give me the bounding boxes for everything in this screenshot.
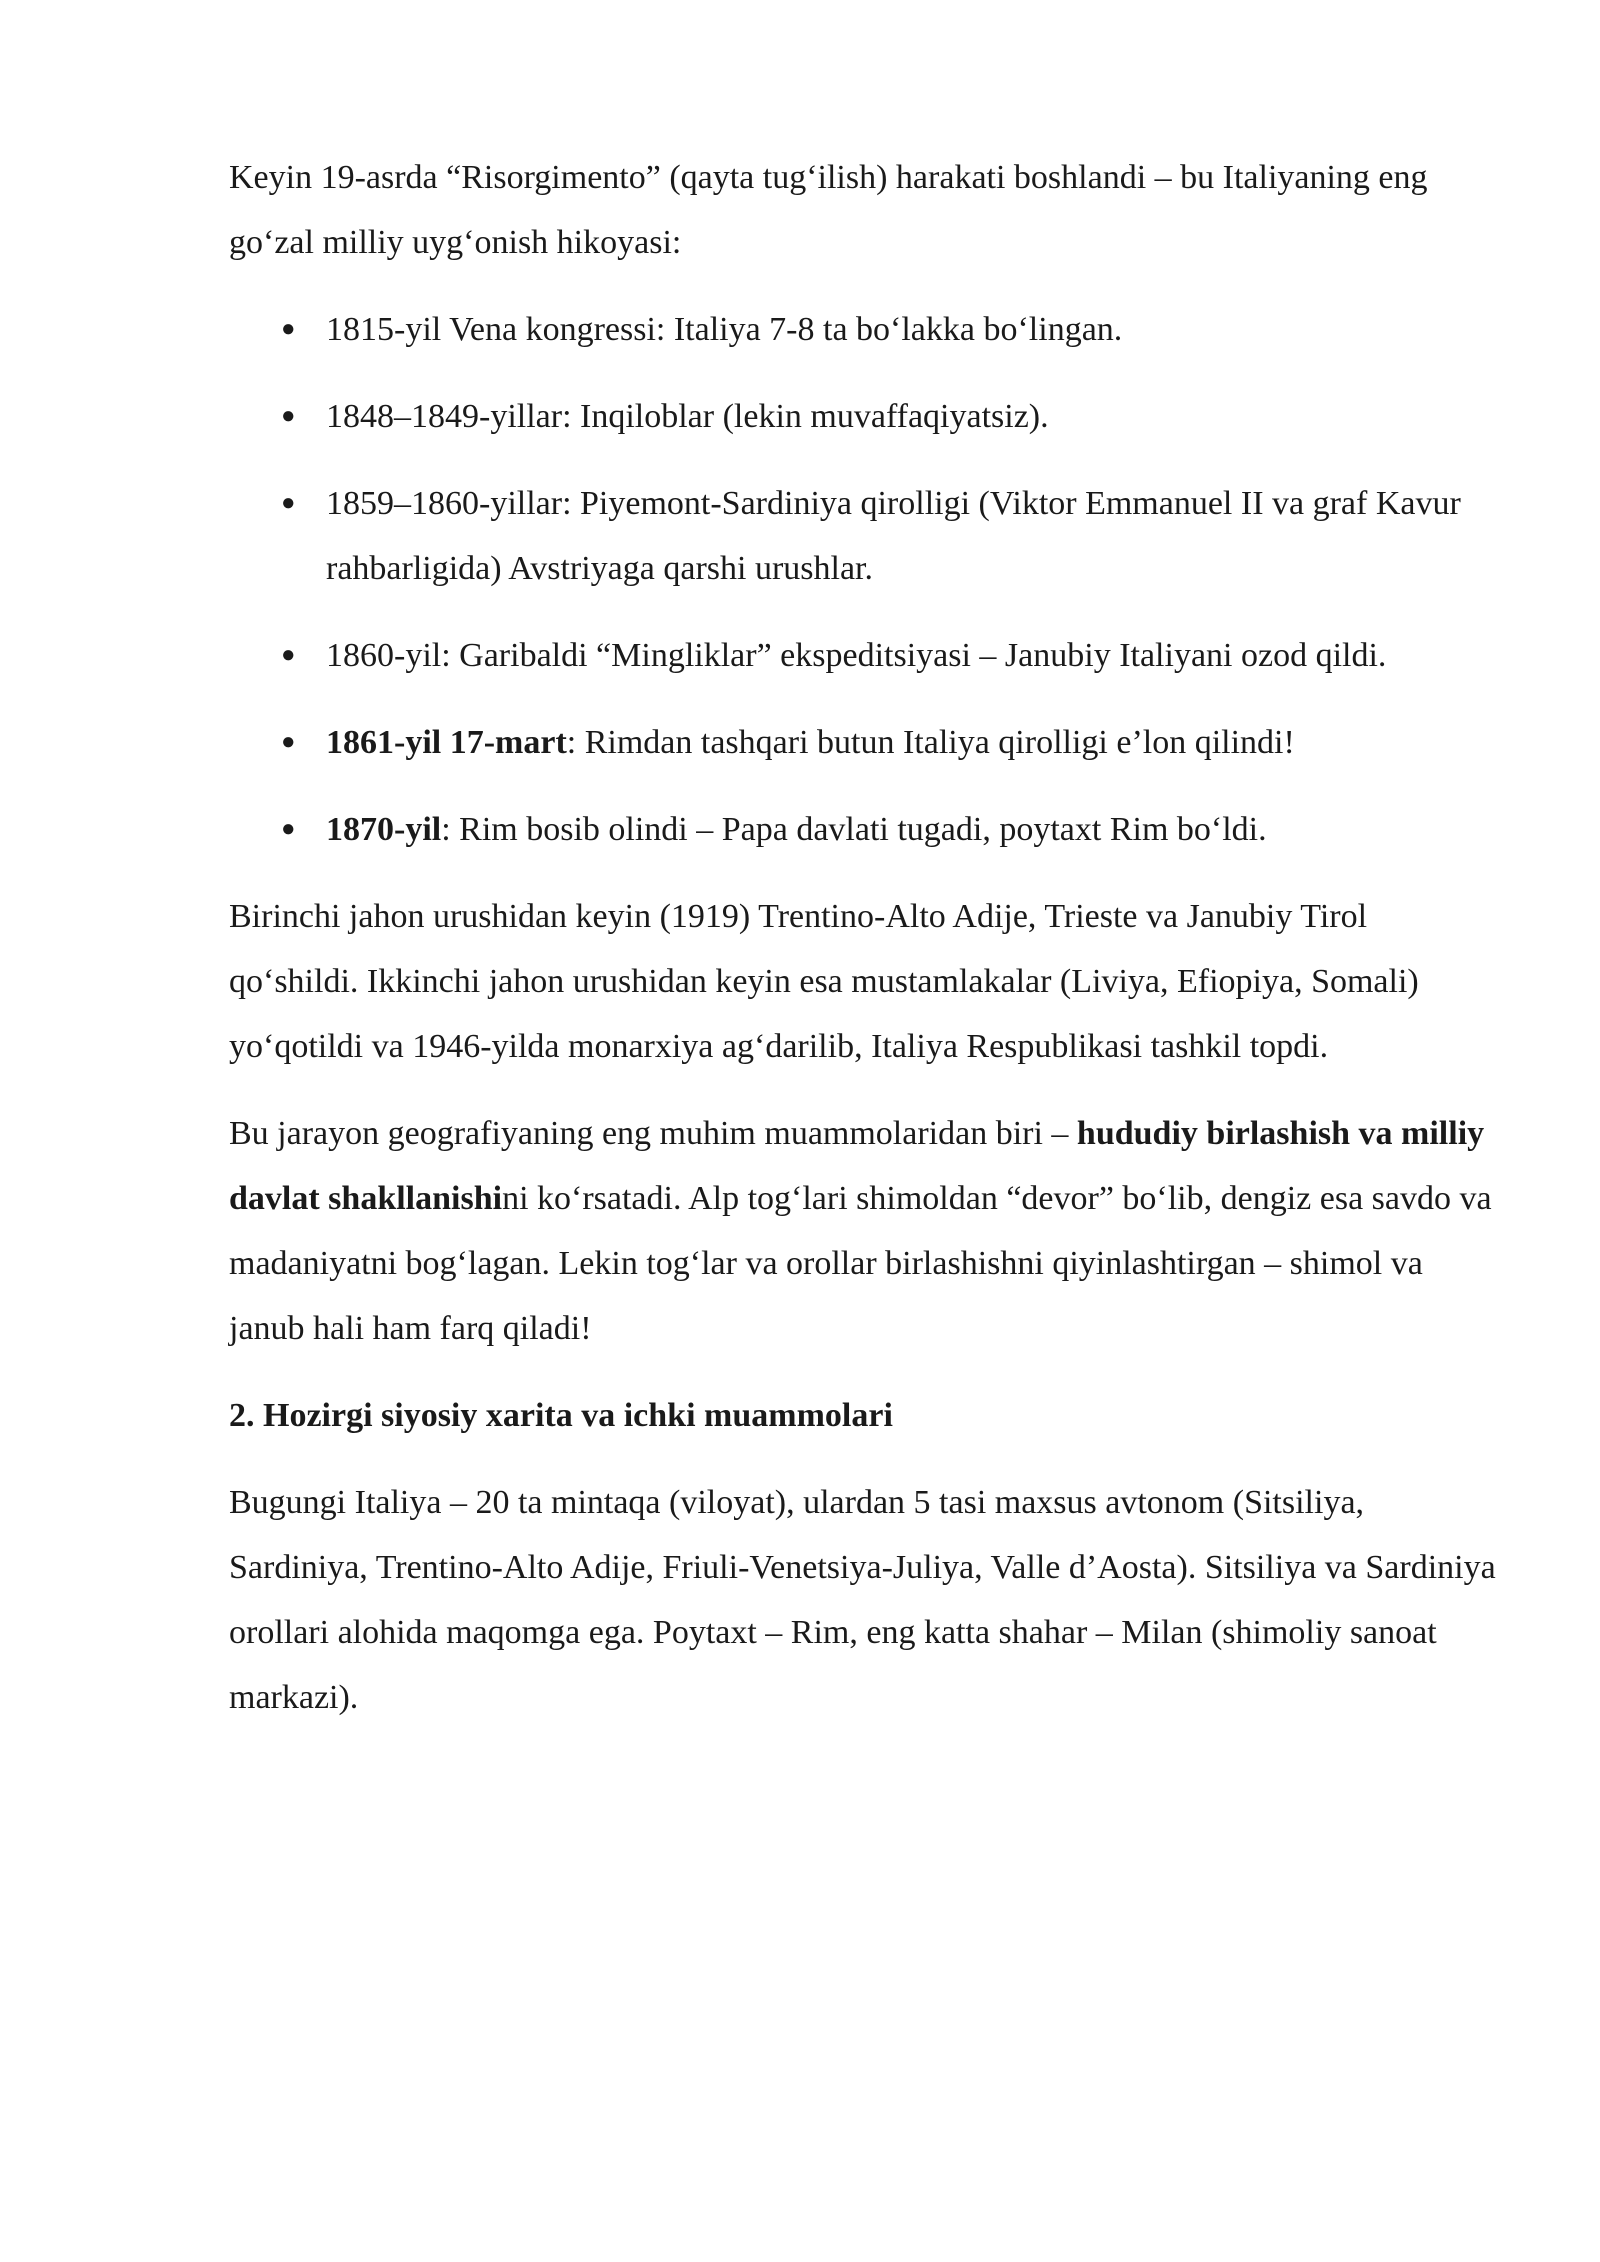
bullet-icon: ● <box>281 316 296 342</box>
list-item <box>229 710 1499 775</box>
list-item <box>229 623 1499 688</box>
list-item <box>229 384 1499 449</box>
bullet-icon: ● <box>281 490 296 516</box>
document-body <box>229 145 1499 1752</box>
list-item-text: : Rim bosib olindi – Papa davlati tugadi, poytaxt Rim bo‘ldi. <box>441 811 1267 848</box>
geography-paragraph <box>229 1101 1499 1361</box>
geography-text-before: Bu jarayon geografiyaning eng muhim muammolaridan biri – <box>229 1115 1077 1152</box>
list-item-text: 1860-yil: Garibaldi “Mingliklar” ekspeditsiyasi – Janubiy Italiyani ozod qildi. <box>326 637 1387 674</box>
list-item <box>229 797 1499 862</box>
list-item-text: 1815-yil Vena kongressi: Italiya 7-8 ta bo‘lakka bo‘lingan. <box>326 311 1123 348</box>
bullet-icon: ● <box>281 816 296 842</box>
bullet-icon: ● <box>281 403 296 429</box>
geography-text-after: ni ko‘rsatadi. Alp tog‘lari shimoldan “devor” bo‘lib, dengiz esa savdo va madaniyatni bog‘lagan. Lekin tog‘lar va orollar birlashishni qiyinlashtirgan – shimol va janub hali ham farq qiladi! <box>229 1180 1492 1347</box>
list-item-text: 1848–1849-yillar: Inqiloblar (lekin muvaffaqiyatsiz). <box>326 398 1049 435</box>
regions-paragraph: Bugungi Italiya – 20 ta mintaqa (viloyat), ulardan 5 tasi maxsus avtonom (Sitsiliya, Sardiniya, Trentino-Alto Adije, Friuli-Venetsiya-Juliya, Valle d’Aosta). Sitsiliya va Sardiniya orollari alohida maqomga ega. Poytaxt – Rim, eng katta shahar – Milan (shimoliy sanoat markazi). <box>229 1484 1496 1716</box>
list-item <box>229 471 1499 601</box>
section-heading: 2. Hozirgi siyosiy xarita va ichki muammolari <box>229 1397 893 1434</box>
bullet-icon: ● <box>281 642 296 668</box>
unification-paragraph: Birinchi jahon urushidan keyin (1919) Trentino-Alto Adije, Trieste va Janubiy Tirol qo‘shildi. Ikkinchi jahon urushidan keyin esa mustamlakalar (Liviya, Efiopiya, Somali) yo‘qotildi va 1946-yilda monarxiya ag‘darilib, Italiya Respublikasi tashkil topdi. <box>229 898 1419 1065</box>
list-item-bold: 1870-yil <box>326 811 442 848</box>
bullet-icon: ● <box>281 729 296 755</box>
timeline-list <box>229 297 1499 862</box>
geography-bold-phrase: hududiy birlashish va milliy davlat shakllanishi <box>229 1115 1485 1217</box>
intro-paragraph: Keyin 19-asrda “Risorgimento” (qayta tug‘ilish) harakati boshlandi – bu Italiyaning eng go‘zal milliy uyg‘onish hikoyasi: <box>229 159 1428 261</box>
list-item <box>229 297 1499 362</box>
list-item-text: 1859–1860-yillar: Piyemont-Sardiniya qirolligi (Viktor Emmanuel II va graf Kavur rahbarligida) Avstriyaga qarshi urushlar. <box>326 485 1461 587</box>
list-item-bold: 1861-yil 17-mart <box>326 724 567 761</box>
list-item-text: : Rimdan tashqari butun Italiya qirolligi e’lon qilindi! <box>566 724 1295 761</box>
